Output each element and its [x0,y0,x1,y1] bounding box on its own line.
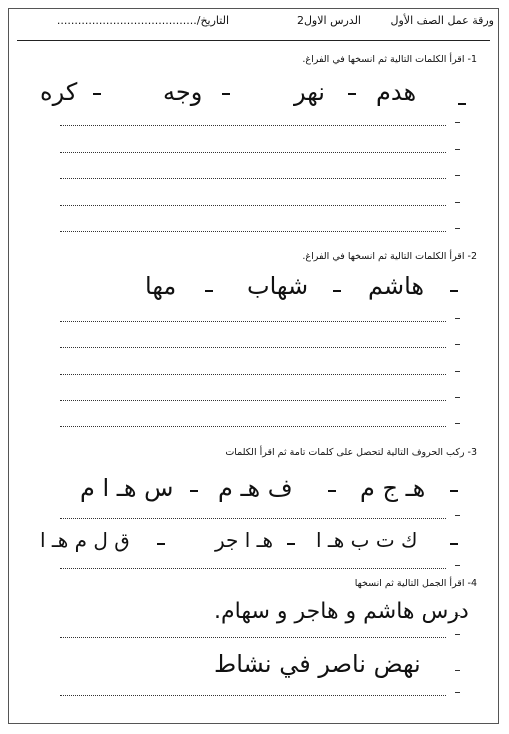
writing-line[interactable] [60,178,446,179]
word-item: وجه [163,78,203,106]
section2-instruction: 2- اقرأ الكلمات التالية ثم انسخها في الفراغ. [302,251,477,262]
word-separator [93,93,101,95]
section4-instruction: 4- اقرأ الجمل التالية ثم انسخها [354,578,477,589]
writing-line[interactable] [60,125,446,126]
line-dash [455,175,460,176]
word-separator [205,290,213,292]
writing-line[interactable] [60,152,446,153]
writing-line[interactable] [60,695,446,696]
line-dash [455,318,460,319]
writing-line[interactable] [60,568,446,569]
writing-line[interactable] [60,205,446,206]
writing-line[interactable] [60,374,446,375]
date-field[interactable]: التاريخ/........................................ [56,14,229,27]
line-dash [455,371,460,372]
letters-item: ف هـ م [218,474,293,502]
bullet-dash [450,543,458,545]
word-item: نهر [294,78,325,106]
word-separator [348,93,356,95]
line-dash [455,122,460,123]
sentence-item: نهض ناصر في نشاط [214,650,421,678]
line-dash [455,565,460,566]
writing-line[interactable] [60,321,446,322]
bullet-dash [450,490,458,492]
line-dash [455,423,460,424]
letters-item: س هـ ا م [80,474,174,502]
letters-item: ق ل م هـ ا [40,528,130,552]
line-dash [455,149,460,150]
worksheet-title: ورقة عمل الصف الأول [390,14,494,27]
word-item: مها [145,272,177,300]
line-dash [455,202,460,203]
line-dash [455,228,460,229]
line-dash [455,692,460,693]
section1-instruction: 1- اقرأ الكلمات التالية ثم انسخها في الفراغ. [302,54,477,65]
writing-line[interactable] [60,426,446,427]
bullet-dash [458,103,466,105]
word-item: شهاب [247,272,309,300]
word-item: كره [40,78,78,106]
writing-line[interactable] [60,231,446,232]
letters-item: ك ت ب هـ ا [316,528,418,552]
bullet-dash [450,290,458,292]
word-separator [287,543,295,545]
writing-line[interactable] [60,637,446,638]
writing-line[interactable] [60,347,446,348]
lesson-title: الدرس الاول2 [296,14,361,27]
header-rule [17,40,490,41]
line-dash [455,344,460,345]
sentence-item: درس هاشم و هاجر و سهام. [214,599,469,624]
word-separator [190,490,198,492]
bullet-dash [455,670,460,671]
writing-line[interactable] [60,400,446,401]
letters-item: هـ ج م [360,474,426,502]
writing-line[interactable] [60,518,446,519]
section3-instruction: 3- ركب الحروف التالية لتحصل على كلمات تامة ثم اقرأ الكلمات [225,447,477,458]
line-dash [455,397,460,398]
word-separator [333,290,341,292]
word-separator [157,543,165,545]
word-item: هدم [376,78,417,106]
word-item: هاشم [368,272,425,300]
word-separator [222,93,230,95]
word-separator [328,490,336,492]
line-dash [455,515,460,516]
letters-item: هـ ا جر [215,528,274,552]
line-dash [455,634,460,635]
